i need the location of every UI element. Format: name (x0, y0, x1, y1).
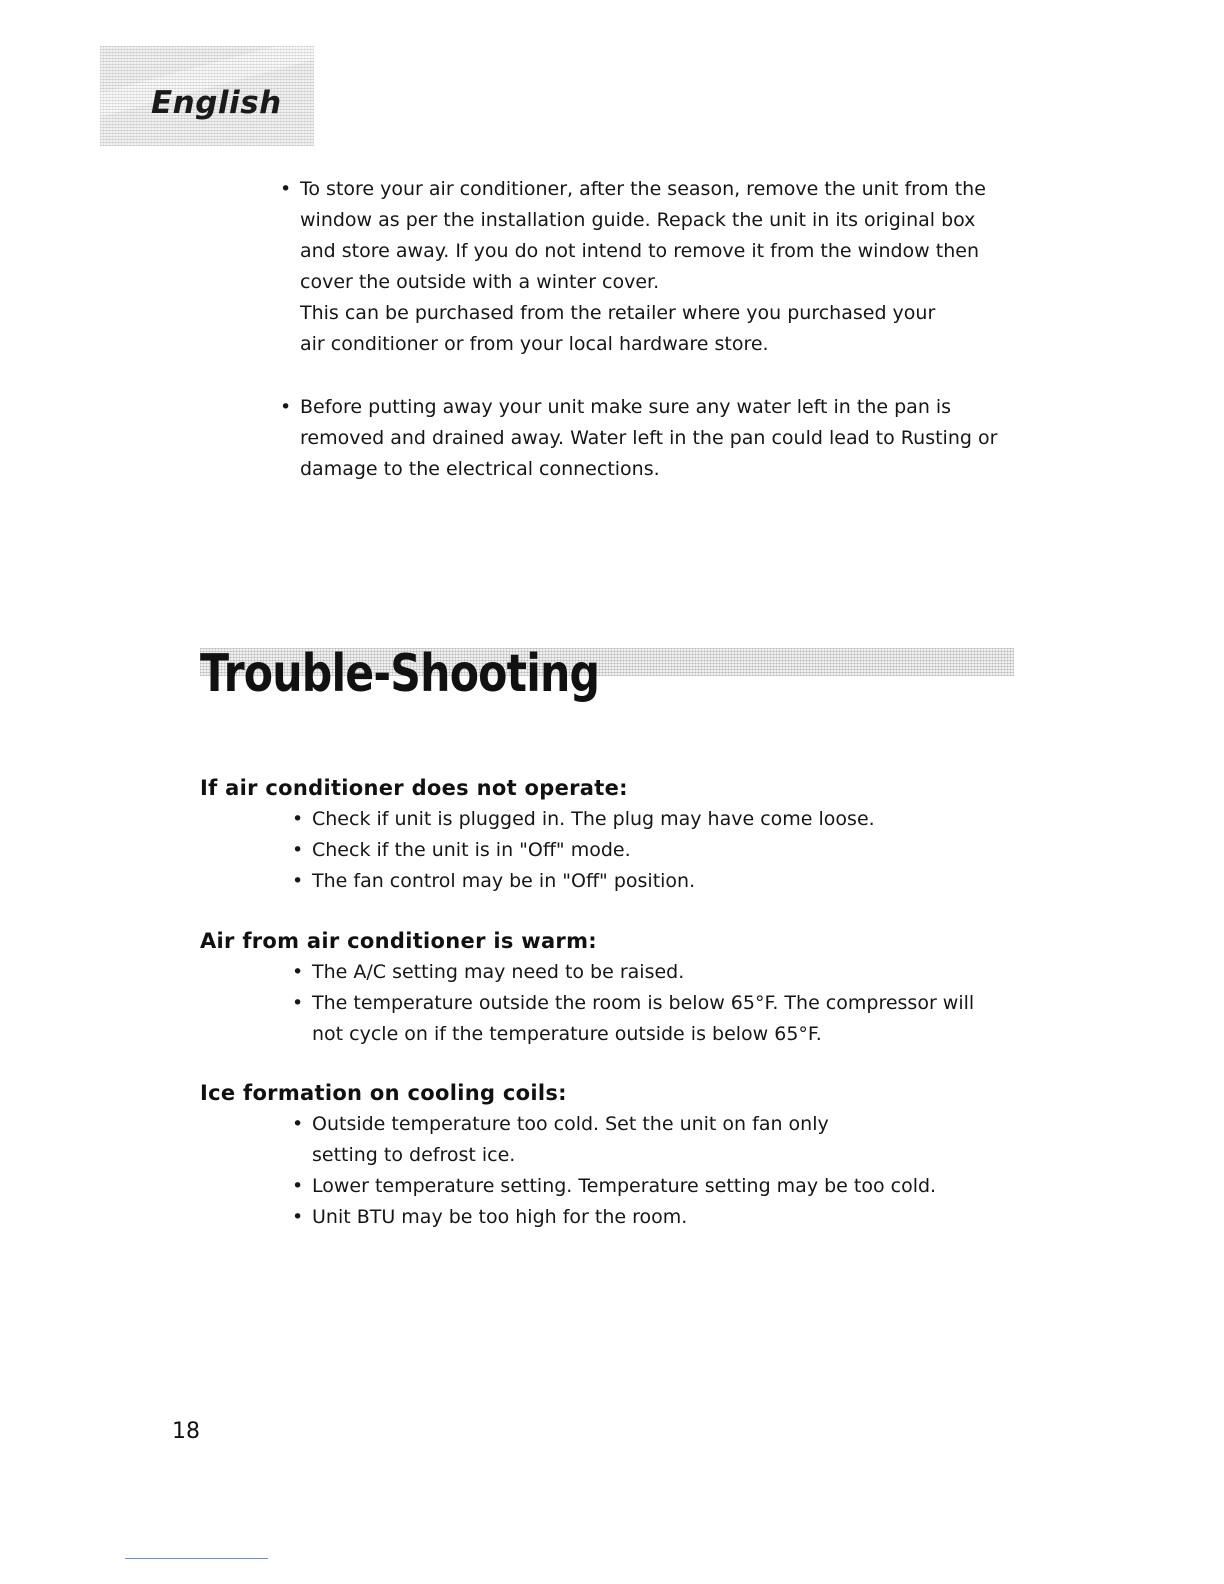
list-item-text: The temperature outside the room is below 65°F. The compressor will not cycle on if the temperature outside is below 65°F. (312, 992, 975, 1045)
list-item (290, 1202, 1020, 1233)
troubleshooting-section (200, 925, 1020, 1050)
troubleshooting-section (200, 1077, 1020, 1233)
troubleshooting-section (200, 772, 1020, 897)
instruction-paragraph: To store your air conditioner, after the season, remove the unit from the window as per the installation guide. Repack the unit in its original box and store away. If you do not intend to remove it from the window then cover the outside with a winter cover. (300, 178, 986, 293)
page-number: 18 (172, 1419, 200, 1444)
bullet-icon: • (280, 396, 292, 418)
bullet-icon: • (292, 839, 304, 861)
bullet-icon: • (292, 1175, 304, 1197)
cause-list (290, 957, 990, 1050)
list-item-text: The A/C setting may need to be raised. (312, 961, 685, 983)
list-item (290, 957, 990, 988)
bullet-icon: • (292, 961, 304, 983)
section-title: Trouble-Shooting (200, 644, 600, 704)
instruction-paragraph: This can be purchased from the retailer where you purchased your air conditioner or from your local hardware store. (300, 302, 936, 355)
list-item-text: Outside temperature too cold. Set the unit on fan only setting to defrost ice. (312, 1113, 829, 1166)
bullet-icon: • (292, 1113, 304, 1135)
section-heading: Ice formation on cooling coils: (200, 1081, 567, 1105)
storage-instruction-item (276, 392, 1016, 485)
bullet-icon: • (292, 808, 304, 830)
list-item (290, 835, 1020, 866)
list-item-text: The fan control may be in "Off" position. (312, 870, 696, 892)
bullet-icon: • (292, 1206, 304, 1228)
list-item (290, 866, 1020, 897)
storage-instruction-item (276, 174, 1016, 360)
section-heading: If air conditioner does not operate: (200, 776, 628, 800)
storage-instructions-list (276, 174, 1016, 485)
list-item (290, 1171, 1020, 1202)
list-item-text: Check if unit is plugged in. The plug may have come loose. (312, 808, 875, 830)
language-label: English (151, 85, 282, 121)
footer-rule (125, 1558, 268, 1559)
list-item-text: Check if the unit is in "Off" mode. (312, 839, 631, 861)
list-item-text: Lower temperature setting. Temperature setting may be too cold. (312, 1175, 937, 1197)
section-heading: Air from air conditioner is warm: (200, 929, 597, 953)
list-item (290, 804, 1020, 835)
bullet-icon: • (292, 992, 304, 1014)
cause-list (290, 804, 1020, 897)
bullet-icon: • (292, 870, 304, 892)
instruction-paragraph: Before putting away your unit make sure any water left in the pan is removed and drained away. Water left in the pan could lead to Rusting or damage to the electrical connections. (300, 396, 998, 480)
bullet-icon: • (280, 178, 292, 200)
list-item-text: Unit BTU may be too high for the room. (312, 1206, 688, 1228)
list-item (290, 1109, 852, 1171)
cause-list (290, 1109, 1020, 1233)
list-item (290, 988, 990, 1050)
